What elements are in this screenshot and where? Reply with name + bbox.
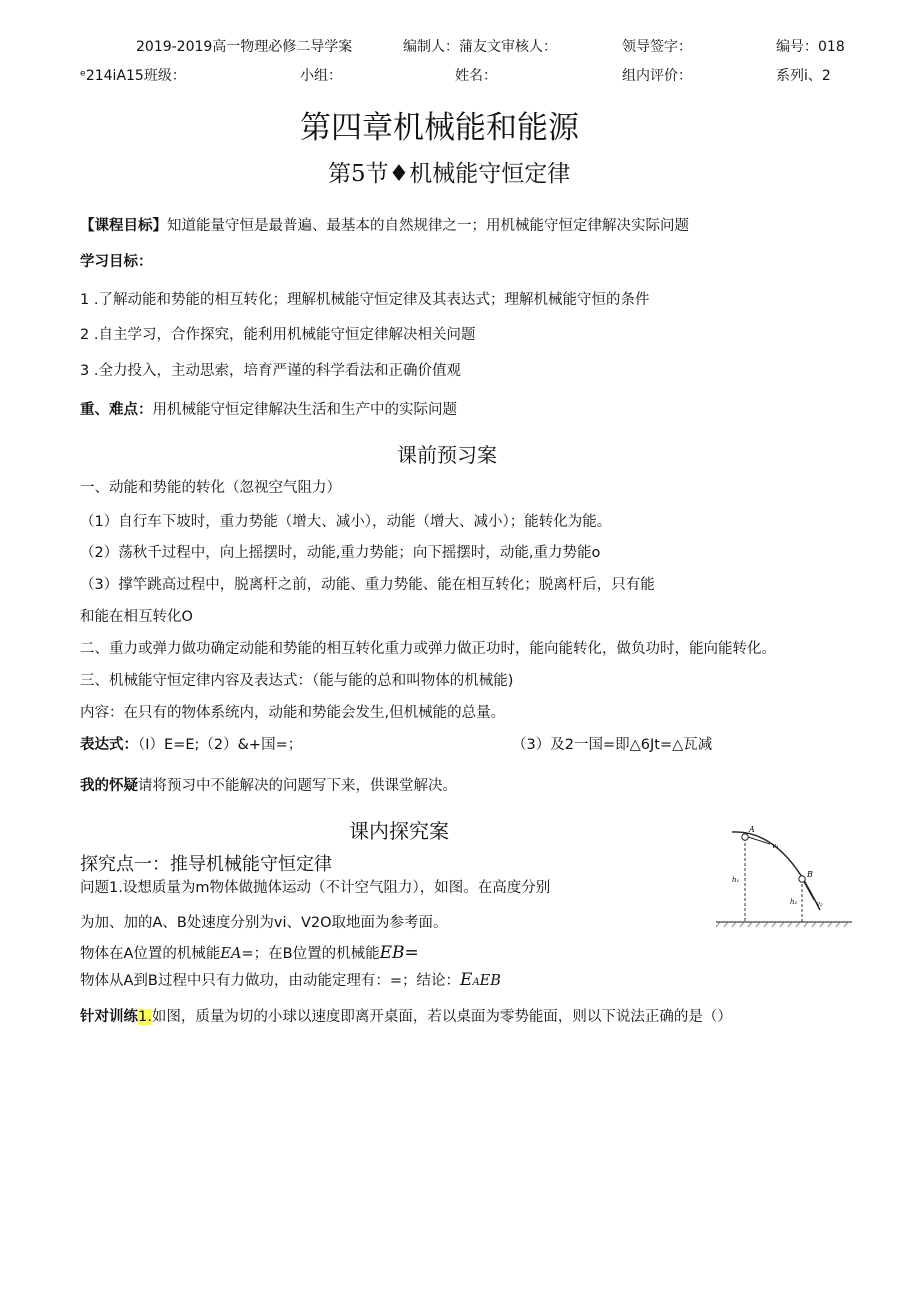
question1-line1: 问题1.设想质量为m物体做抛体运动（不计空气阻力），如图。在高度分别 — [80, 880, 551, 896]
preview-content: 内容：在只有的物体系统内，动能和势能会发生,但机械能的总量。 — [80, 705, 506, 721]
header-evaluation: 组内评价： — [622, 68, 692, 84]
point-b — [799, 876, 805, 882]
course-goal — [80, 214, 689, 235]
expression-line — [80, 733, 302, 754]
section-title: 第5节♦机械能守恒定律 — [328, 161, 571, 187]
question1-line2: 为加、加的A、B处速度分别为vi、V2O取地面为参考面。 — [80, 915, 448, 931]
line-b-eq2: EB — [479, 973, 501, 989]
training-text: 如图，质量为切的小球以速度即离开桌面，若以桌面为零势能面，则以下说法正确的是（） — [151, 1009, 732, 1025]
expression-left: （I）E=E;（2）&+国=； — [138, 737, 303, 753]
label-h2: h₂ — [790, 898, 798, 906]
mechanical-energy-line — [80, 942, 419, 963]
study-goal-item: 2 .自主学习，合作探究，能利用机械能守恒定律解决相关问题 — [80, 327, 476, 343]
training-label: 针对训练 — [80, 1009, 138, 1025]
label-b: B — [807, 870, 813, 879]
projectile-figure — [712, 822, 854, 932]
kinetic-theorem-line — [80, 969, 501, 990]
preview-heading: 课前预习案 — [397, 443, 497, 467]
inquiry-point1: 探究点一：推导机械能守恒定律 — [80, 854, 332, 875]
header-class: ᵉ214iA15班级： — [80, 68, 186, 84]
training-line — [80, 1005, 732, 1026]
line-b-prefix: 物体从A到B过程中只有力做功，由动能定理有：=；结论： — [80, 973, 461, 989]
study-goal-item: 1 .了解动能和势能的相互转化；理解机械能守恒定律及其表达式；理解机械能守恒的条件 — [80, 292, 650, 308]
label-a: A — [749, 825, 755, 834]
line-a-eq2: EB= — [379, 943, 419, 963]
line-b-eq: E — [460, 970, 473, 990]
line-a-eq1: EA= — [220, 946, 254, 962]
chapter-title: 第四章机械能和能源 — [300, 110, 579, 146]
preview-p1: （1）自行车下坡时，重力势能（增大、减小），动能（增大、减小）；能转化为能。 — [80, 514, 612, 530]
line-a-prefix: 物体在A位置的机械能 — [80, 946, 221, 962]
course-goal-text: 知道能量守恒是最普遍、最基本的自然规律之一；用机械能守恒定律解决实际问题 — [167, 218, 689, 234]
label-h1: h₁ — [732, 876, 740, 884]
label-v1: v₁ — [772, 842, 779, 850]
my-doubt — [80, 774, 457, 795]
header-title: 2019-2019高一物理必修二导学案 — [136, 39, 353, 55]
preview-part1-title: 一、动能和势能的转化（忽视空气阻力） — [80, 480, 341, 496]
header-group: 小组： — [300, 68, 342, 84]
preview-part3-title: 三、机械能守恒定律内容及表达式：（能与能的总和叫物体的机械能) — [80, 673, 514, 689]
my-doubt-label: 我的怀疑 — [80, 778, 138, 794]
preview-part2: 二、重力或弹力做功确定动能和势能的相互转化重力或弹力做正功时，能向能转化，做负功时，能向能转化。 — [80, 641, 776, 657]
course-goal-label: 【课程目标】 — [80, 218, 167, 234]
velocity-arrow-b — [804, 882, 814, 900]
point-a — [742, 834, 748, 840]
line-b-sub: A — [472, 977, 480, 988]
study-goal-item: 3 .全力投入，主动思索，培育严谨的科学看法和正确价值观 — [80, 363, 461, 379]
key-points-label: 重、难点： — [80, 402, 153, 418]
preview-p3b: 和能在相互转化O — [80, 609, 193, 625]
header-leader-signature: 领导签字： — [622, 39, 692, 55]
ground-hatch — [716, 922, 848, 927]
header-series: 系列i、2 — [776, 68, 831, 84]
preview-p2: （2）荡秋千过程中，向上摇摆时，动能,重力势能；向下摇摆时，动能,重力势能o — [80, 545, 601, 561]
line-a-mid: ；在B位置的机械能 — [253, 946, 380, 962]
training-number: 1. — [138, 1009, 152, 1025]
header-editor: 编制人：蒲友文审核人： — [403, 39, 557, 55]
key-points — [80, 398, 457, 419]
key-points-text: 用机械能守恒定律解决生活和生产中的实际问题 — [152, 402, 457, 418]
preview-p3a: （3）撑竿跳高过程中，脱离杆之前，动能、重力势能、能在相互转化；脱离杆后，只有能 — [80, 577, 655, 593]
study-goals-label: 学习目标： — [80, 254, 153, 270]
expression-right: （3）及2一国=即△6Jt=△瓦减 — [512, 737, 713, 753]
inquiry-heading: 课内探究案 — [349, 819, 449, 843]
header-number: 编号：018 — [776, 39, 845, 55]
label-v2: v₂ — [816, 900, 823, 908]
header-name: 姓名： — [455, 68, 497, 84]
expression-label: 表达式： — [80, 737, 138, 753]
my-doubt-text: 请将预习中不能解决的问题写下来，供课堂解决。 — [138, 778, 457, 794]
